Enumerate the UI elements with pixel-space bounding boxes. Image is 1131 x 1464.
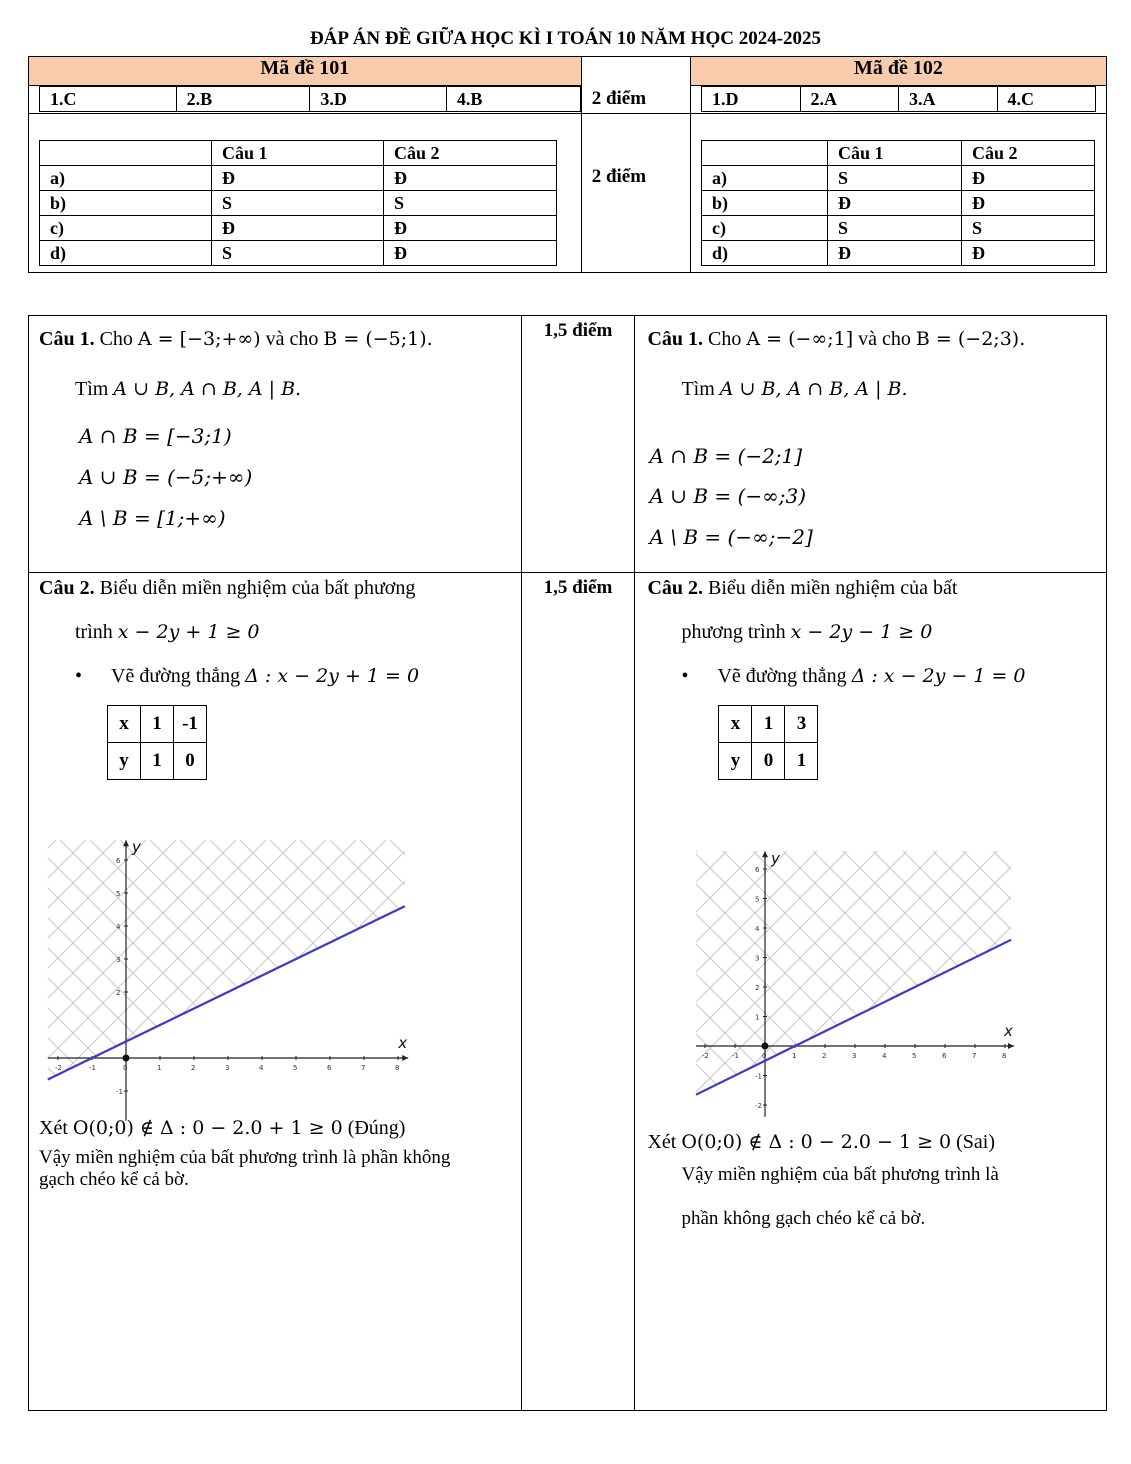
x-tick-label: 7	[972, 1052, 977, 1060]
value-table: x 1 -1 y 1 0	[107, 705, 207, 780]
hatched-region	[48, 840, 408, 1079]
inequality: x − 2y − 1 ≥ 0	[790, 621, 933, 643]
y-tick-label: 5	[116, 890, 121, 898]
origin-point	[762, 1043, 769, 1050]
x-tick-label: 1	[157, 1064, 162, 1072]
answer-intersection: A ∩ B = (−2;1]	[649, 444, 803, 468]
de-101-header: Mã đề 101	[29, 57, 582, 86]
tf-cell: S	[384, 191, 557, 216]
x-tick-label: 7	[361, 1064, 366, 1072]
x-tick-label: 2	[822, 1052, 827, 1060]
question-label: Câu 2.	[39, 577, 95, 599]
x-tick-label: 1	[792, 1052, 797, 1060]
tf-cell: Đ	[828, 191, 962, 216]
x-tick-label: 5	[912, 1052, 917, 1060]
cau2-points-cell	[521, 573, 635, 1411]
tf-cell: Đ	[212, 166, 384, 191]
check-result: (Sai)	[956, 1131, 996, 1153]
tf-header: Câu 2	[384, 141, 557, 166]
tf-cell: Đ	[962, 191, 1095, 216]
origin-point	[123, 1055, 130, 1062]
x-axis-arrow	[402, 1055, 408, 1061]
left-cau1-cell: Câu 1. Cho A = [−3;+∞) và cho B = (−5;1). Tìm A ∪ B, A ∩ B, A | B. A ∩ B = [−3;1) A ∪ B = (−5;+∞) A \ B = [1;+∞)	[29, 316, 522, 573]
answer-intersection: A ∩ B = [−3;1)	[79, 424, 232, 448]
solution-table	[28, 315, 1107, 1411]
answer-difference: A \ B = [1;+∞)	[79, 506, 226, 530]
check-math: O(0;0) ∉ Δ : 0 − 2.0 + 1 ≥ 0	[72, 1117, 343, 1139]
tf-cell: S	[828, 216, 962, 241]
left-cau2-cell: Câu 2. Biểu diễn miền nghiệm của bất phương trình x − 2y + 1 ≥ 0 • Vẽ đường thẳng Δ : x − 2y + 1 = 0 x 1 -1 y 1 0 -2 -1 0 1 2 3 4 5 6 7 8 -1 2 3 4 5 6 x y Xét O(0;0) ∉ Δ : 0 − 2.0 + 1 ≥ 0 (Đúng) Vậy miền nghiệm của bất phương trình là phần không gạch chéo kể cả bờ.	[29, 573, 522, 1411]
cau2-points: 1,5 điểm	[543, 577, 613, 598]
inequality: x − 2y + 1 ≥ 0	[117, 621, 260, 643]
tf-label: c)	[702, 216, 828, 241]
x-tick-label: 3	[225, 1064, 230, 1072]
tf-cell: Đ	[828, 241, 962, 266]
x-tick-label: -2	[702, 1052, 710, 1060]
x-tick-label: 3	[852, 1052, 857, 1060]
y-tick-label: 6	[116, 857, 121, 865]
set-b: B = (−5;1).	[323, 328, 433, 350]
task-math: A ∪ B, A ∩ B, A | B.	[719, 378, 908, 400]
de-101-mcq-row	[39, 86, 581, 112]
page-title: ĐÁP ÁN ĐỀ GIỮA HỌC KÌ I TOÁN 10 NĂM HỌC 2024-2025	[309, 28, 822, 49]
x-tick-label: -2	[55, 1064, 62, 1072]
x-axis-label: x	[398, 1034, 408, 1052]
bullet-icon: •	[681, 665, 689, 687]
y-tick-label: 1	[755, 1013, 760, 1022]
y-tick-label: -1	[116, 1088, 123, 1096]
tf-header: Câu 2	[962, 141, 1095, 166]
conclusion-line-2: phần không gạch chéo kể cả bờ.	[681, 1208, 926, 1229]
y-tick-label: 6	[755, 866, 760, 874]
right-cau2-cell: Câu 2. Biểu diễn miền nghiệm của bất phương trình x − 2y − 1 ≥ 0 • Vẽ đường thẳng Δ : x − 2y − 1 = 0 x 1 3 y 0 1 -2 -1 0 1 2 3 4 5 6 7 8 -1 -2 1 2 3 4 5 6 x y Xét O(0;0) ∉ Δ : 0 − 2.0 − 1 ≥ 0 (Sai) Vậy miền nghiệm của bất phương trình là phần không gạch chéo kể cả bờ.	[635, 573, 1107, 1411]
tf-cell: Đ	[962, 166, 1095, 191]
de-102-header: Mã đề 102	[691, 57, 1107, 86]
bullet-icon: •	[75, 665, 83, 687]
cau1-points: 1,5 điểm	[543, 320, 613, 341]
mcq-answer: 2.B	[176, 87, 310, 112]
y-axis-label: y	[771, 849, 781, 868]
check-math: O(0;0) ∉ Δ : 0 − 2.0 − 1 ≥ 0	[681, 1131, 952, 1153]
tf-cell: Đ	[212, 216, 384, 241]
conclusion-line-1: Vậy miền nghiệm của bất phương trình là	[681, 1164, 999, 1185]
x-tick-label: 0	[762, 1052, 767, 1060]
tf-cell: Đ	[384, 216, 557, 241]
y-tick-label: 4	[116, 923, 121, 931]
x-tick-label: 6	[942, 1052, 947, 1060]
solution-graph-left	[43, 823, 408, 1113]
tf-points: 2 điểm	[581, 114, 690, 273]
y-tick-label: 2	[116, 989, 121, 997]
right-cau1-cell: Câu 1. Cho A = (−∞;1] và cho B = (−2;3). Tìm A ∪ B, A ∩ B, A | B. A ∩ B = (−2;1] A ∪ B = (−∞;3) A \ B = (−∞;−2]	[635, 316, 1107, 573]
tf-cell: S	[212, 191, 384, 216]
de-102-mcq-row	[701, 86, 1096, 112]
conclusion: Vậy miền nghiệm của bất phương trình là phần không gạch chéo kể cả bờ.	[39, 1147, 451, 1190]
tf-cell: S	[828, 166, 962, 191]
tf-cell: Đ	[384, 241, 557, 266]
y-tick-label: 4	[755, 925, 760, 933]
mcq-answer: 4.B	[446, 87, 580, 112]
tf-label: a)	[40, 166, 212, 191]
x-tick-label: 4	[882, 1052, 887, 1060]
de-101-tf-table	[39, 140, 557, 266]
mcq-answer: 3.D	[310, 87, 447, 112]
tf-label: b)	[40, 191, 212, 216]
tf-label: a)	[702, 166, 828, 191]
x-tick-label: 4	[259, 1064, 264, 1072]
y-tick-label: 2	[755, 984, 760, 992]
mcq-answer: 1.D	[702, 87, 801, 112]
solution-graph-right	[695, 823, 1025, 1110]
mcq-points: 2 điểm	[581, 86, 690, 114]
y-tick-label: -2	[755, 1102, 763, 1110]
cau1-points-cell	[521, 316, 635, 573]
question-label: Câu 1.	[39, 328, 95, 350]
tf-cell: Đ	[962, 241, 1095, 266]
y-tick-label: 3	[755, 954, 760, 963]
question-label: Câu 2.	[647, 577, 704, 599]
x-tick-label: 6	[327, 1064, 332, 1072]
value-table: x 1 3 y 0 1	[718, 705, 818, 780]
mcq-answer: 4.C	[997, 87, 1096, 112]
set-a: A = [−3;+∞)	[137, 328, 261, 350]
question-label: Câu 1.	[647, 328, 704, 350]
tf-cell: S	[212, 241, 384, 266]
tf-cell: S	[962, 216, 1095, 241]
tf-header: Câu 1	[828, 141, 962, 166]
x-tick-label: 8	[395, 1064, 400, 1072]
y-tick-label: 3	[116, 956, 121, 964]
y-axis-label: y	[132, 838, 141, 857]
y-tick-label: -1	[755, 1072, 763, 1081]
task-math: A ∪ B, A ∩ B, A | B.	[113, 378, 302, 400]
x-tick-label: 8	[1002, 1052, 1007, 1060]
mcq-answer: 3.A	[899, 87, 998, 112]
line-equation: Δ : x − 2y + 1 = 0	[245, 665, 420, 687]
x-tick-label: 2	[191, 1064, 196, 1072]
answer-union: A ∪ B = (−∞;3)	[649, 484, 807, 508]
y-tick-label: 5	[755, 895, 760, 904]
tf-label: d)	[40, 241, 212, 266]
tf-label: b)	[702, 191, 828, 216]
tf-cell: Đ	[384, 166, 557, 191]
line-equation: Δ : x − 2y − 1 = 0	[851, 665, 1026, 687]
x-tick-label: -1	[732, 1052, 740, 1060]
x-tick-label: 0	[123, 1064, 128, 1072]
set-b: B = (−2;3).	[915, 328, 1026, 350]
mcq-answer: 2.A	[800, 87, 899, 112]
tf-label: c)	[40, 216, 212, 241]
answer-key-table	[28, 56, 1107, 273]
x-axis-label: x	[1004, 1022, 1014, 1040]
tf-label: d)	[702, 241, 828, 266]
check-result: (Đúng)	[347, 1117, 406, 1139]
x-tick-label: -1	[89, 1064, 96, 1072]
answer-difference: A \ B = (−∞;−2]	[649, 525, 813, 549]
mcq-answer: 1.C	[40, 87, 177, 112]
x-axis-arrow	[1008, 1043, 1014, 1049]
answer-union: A ∪ B = (−5;+∞)	[79, 465, 253, 489]
tf-header: Câu 1	[212, 141, 384, 166]
x-tick-label: 5	[293, 1064, 298, 1072]
set-a: A = (−∞;1]	[746, 328, 854, 350]
de-102-tf-table	[701, 140, 1095, 266]
